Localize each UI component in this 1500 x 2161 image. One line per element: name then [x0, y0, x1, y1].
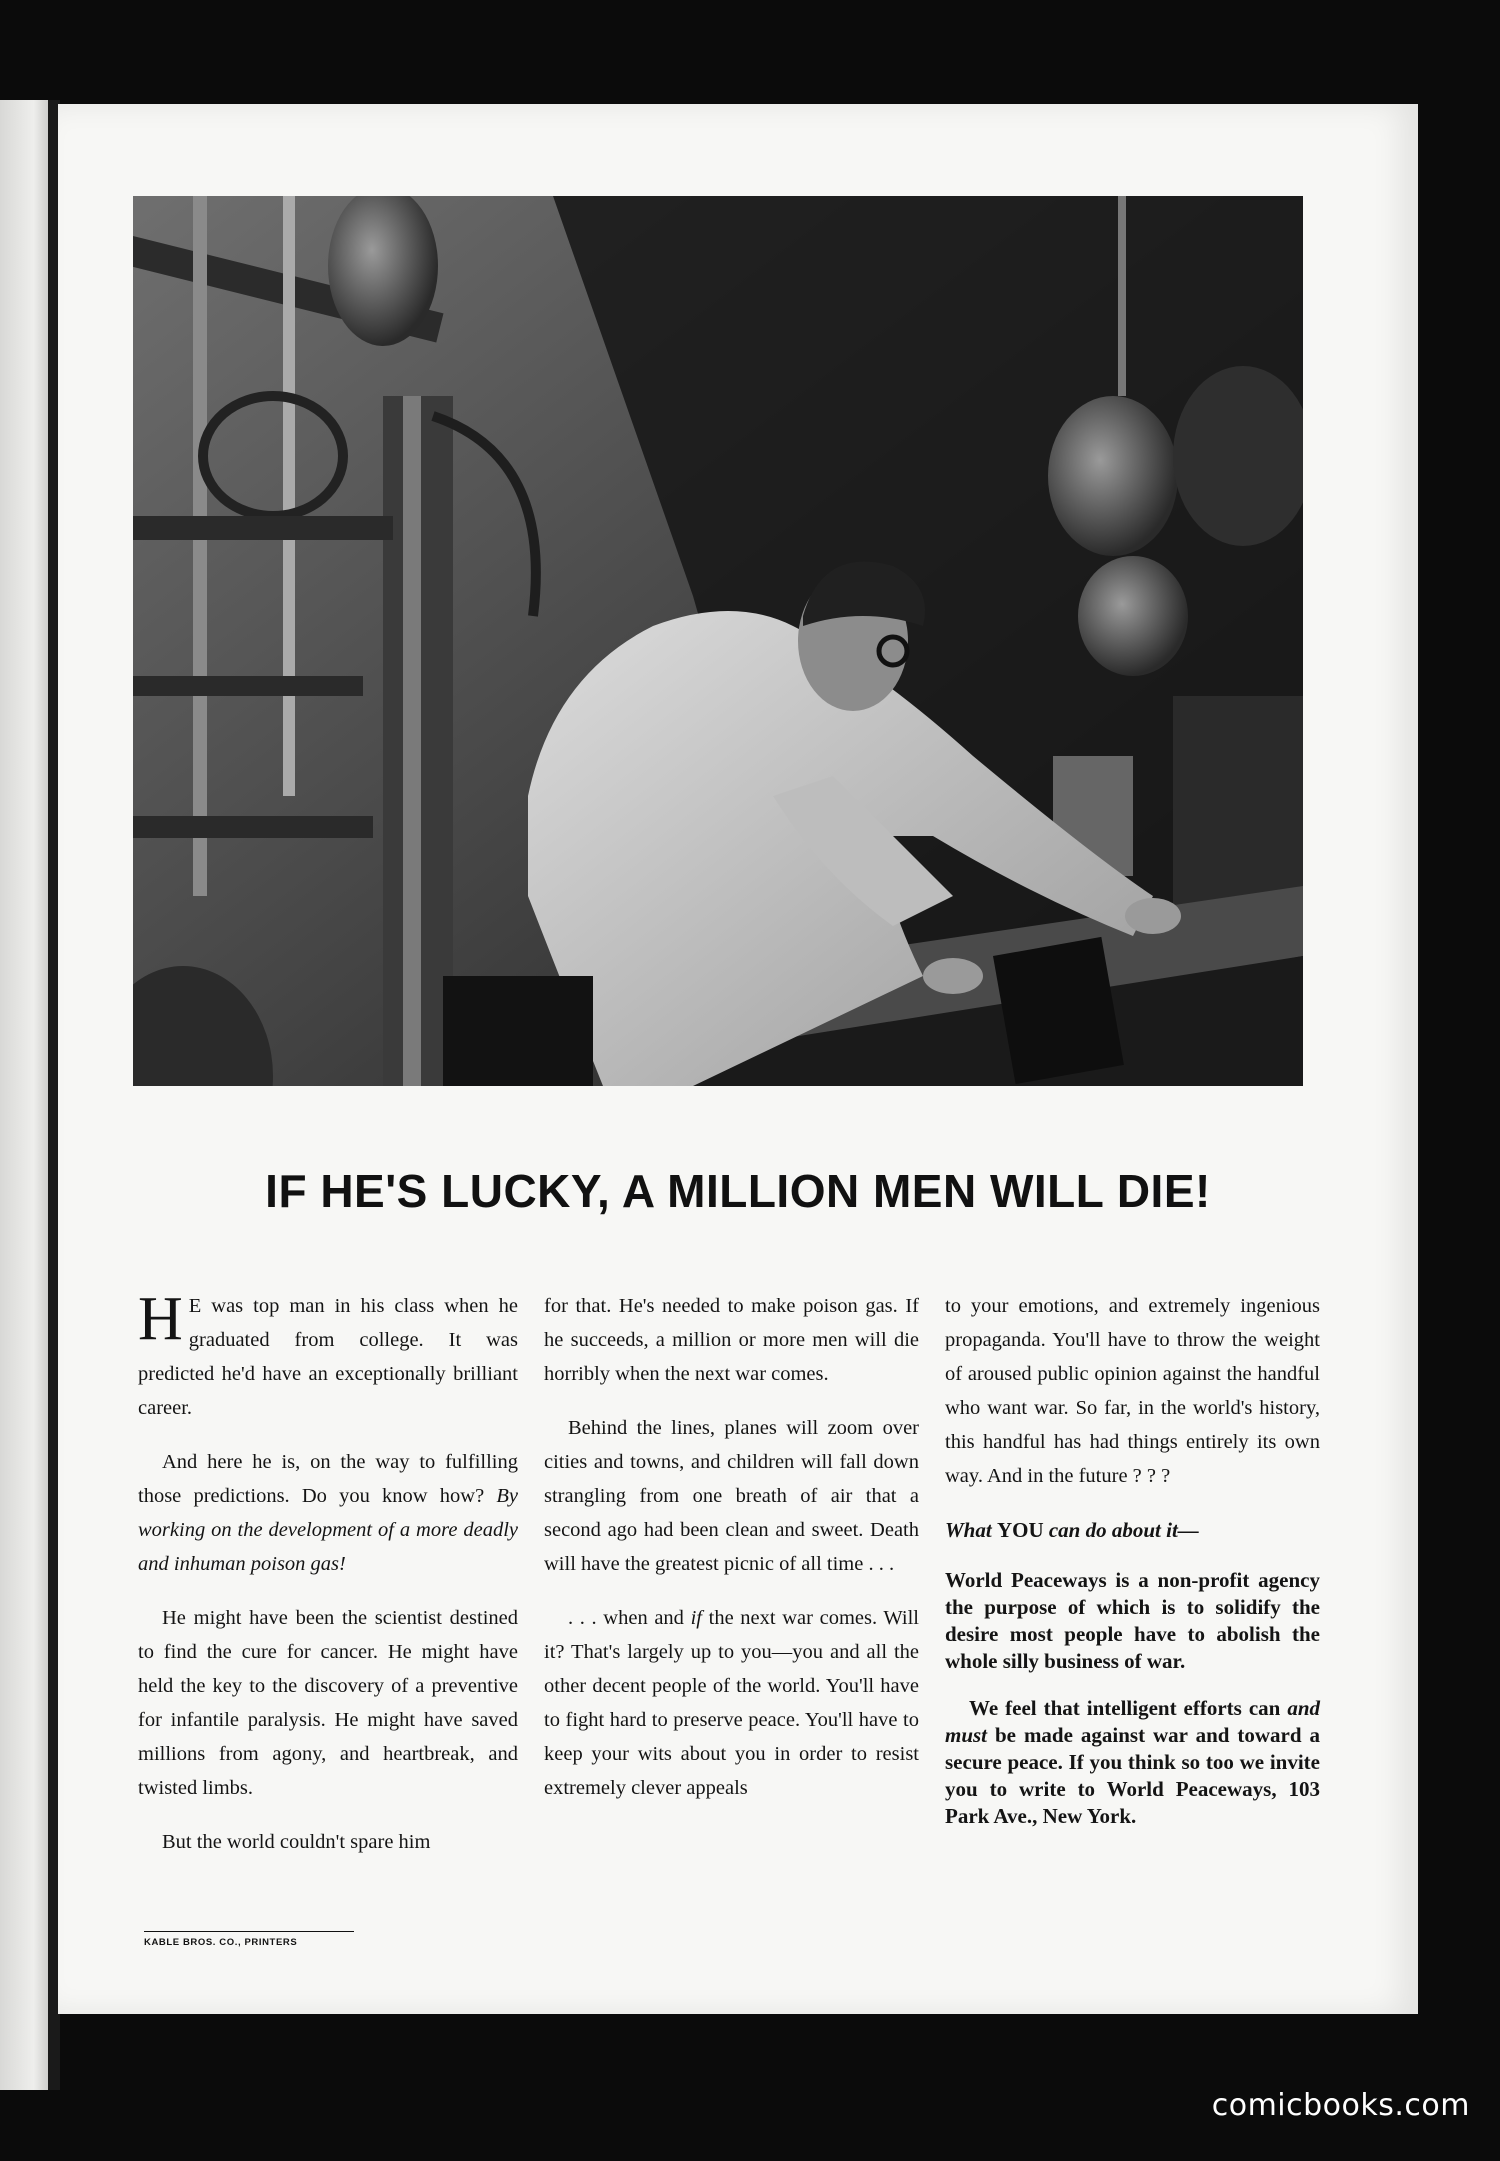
- article-column-2: [544, 1289, 919, 1825]
- heading-text: YOU: [996, 1518, 1044, 1542]
- article-column-1: [138, 1285, 518, 1879]
- headline: IF HE'S LUCKY, A MILLION MEN WILL DIE!: [265, 1165, 1211, 1217]
- scientist-laboratory-photo: [133, 196, 1303, 1086]
- site-watermark: comicbooks.com: [1211, 2088, 1470, 2123]
- laboratory-illustration: [133, 196, 1303, 1086]
- paragraph: to your emotions, and extremely ingenious propaganda. You'll have to throw the weight of aroused public opinion against the handful who want war. So far, in the world's history, this handful has had things entirely its own way. And in the future ? ? ?: [945, 1295, 1320, 1487]
- paragraph: [544, 1601, 919, 1805]
- emphasis-text: and must: [945, 1696, 1320, 1747]
- paragraph: He might have been the scientist destined to find the cure for cancer. He might have held the key to the discovery of a preventive for infantile paralysis. He might have saved millions from agony, and heartbreak, and twisted limbs.: [138, 1607, 518, 1799]
- printer-credit: KABLE BROS. CO., PRINTERS: [144, 1931, 354, 1948]
- emphasis-text: if: [690, 1607, 702, 1629]
- emphasis-text: By working on the development of a more deadly and inhuman poison gas!: [138, 1485, 518, 1575]
- heading-text: can do about it—: [1048, 1518, 1199, 1542]
- paragraph: [138, 1285, 518, 1425]
- paragraph-text: And here he is, on the way to fulfilling those predictions. Do you know how?: [138, 1451, 518, 1507]
- heading-text: What: [945, 1518, 992, 1542]
- paragraph: World Peaceways is a non-profit agency the purpose of which is to solidify the desire most people have to abolish the whole silly business of war.: [945, 1568, 1320, 1673]
- magazine-page: [58, 104, 1418, 2014]
- paragraph-text: . . . when and: [568, 1607, 684, 1629]
- drop-cap: H: [138, 1285, 183, 1353]
- call-to-action-heading: [945, 1513, 1320, 1547]
- paragraph-text: E was top man in his class when he graduated from college. It was predicted he'd have an exceptionally brilliant career.: [138, 1295, 518, 1419]
- paragraph-text: be made against war and toward a secure peace. If you think so too we invite you to write to World Peaceways, 103 Park Ave., New York.: [945, 1723, 1320, 1828]
- paragraph: for that. He's needed to make poison gas. If he succeeds, a million or more men will die horribly when the next war comes.: [544, 1295, 919, 1385]
- paragraph: Behind the lines, planes will zoom over cities and towns, and children will fall down strangling from one breath of air that a second ago had been clean and sweet. Death will have the greatest picnic of all time . . .: [544, 1417, 919, 1575]
- paragraph: But the world couldn't spare him: [162, 1831, 431, 1853]
- paragraph-text: We feel that intelligent efforts can: [969, 1696, 1281, 1720]
- paragraph-text: the next war comes. Will it? That's largely up to you—you and all the other decent people of the world. You'll have to fight hard to preserve peace. You'll have to keep your wits about you in order to resist extremely clever appeals: [544, 1607, 919, 1799]
- article-column-3: [945, 1289, 1320, 1850]
- paragraph: [138, 1445, 518, 1581]
- paragraph: [945, 1695, 1320, 1830]
